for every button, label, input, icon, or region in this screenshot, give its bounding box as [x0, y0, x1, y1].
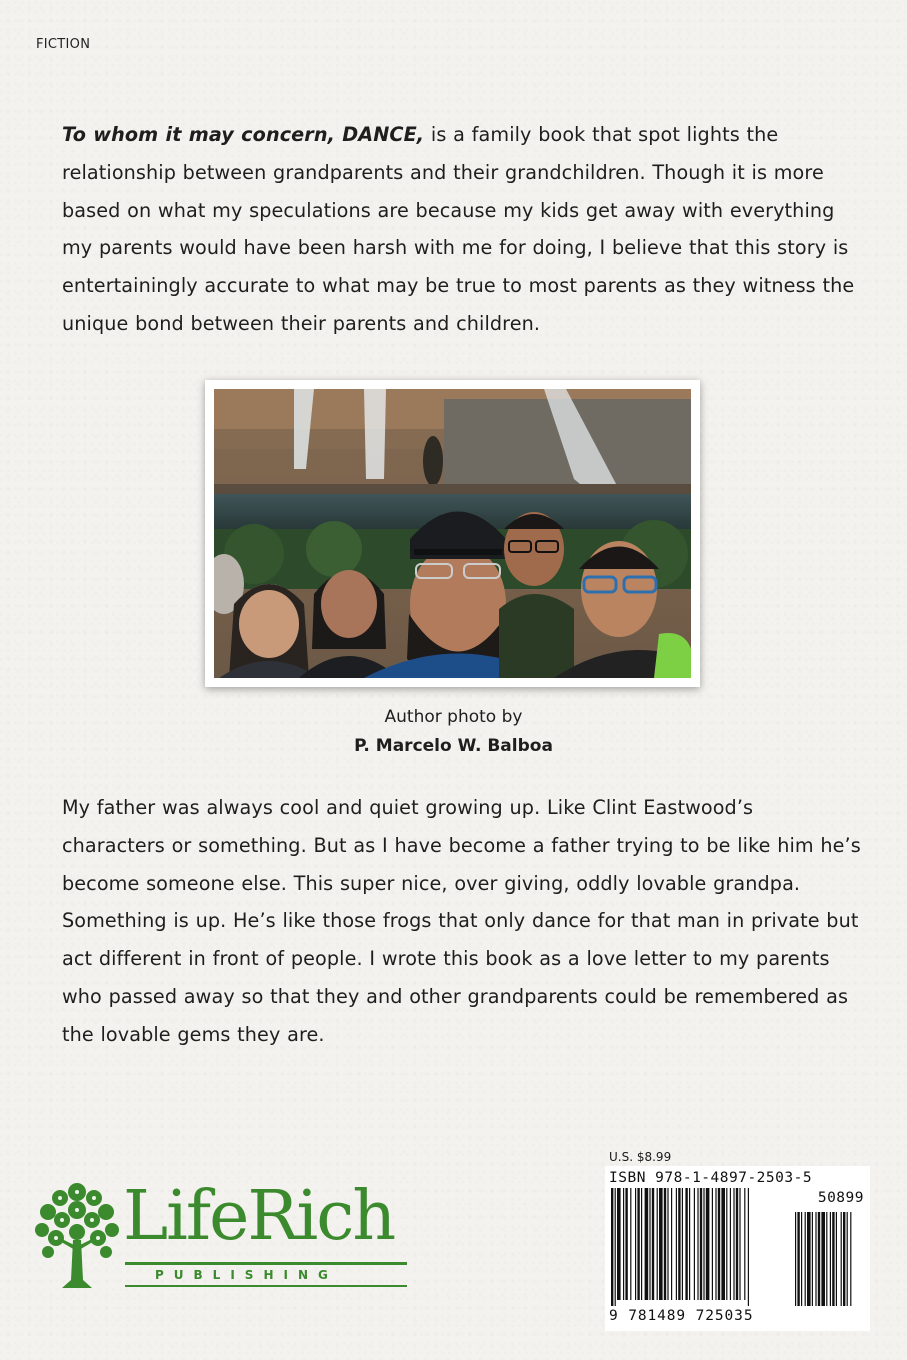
publisher-subtitle: PUBLISHING — [155, 1268, 338, 1282]
isbn-number: ISBN 978-1-4897-2503-5 — [609, 1170, 813, 1186]
author-photo-frame — [205, 380, 700, 687]
genre-label: FICTION — [36, 37, 91, 52]
ean-number: 9 781489 725035 — [609, 1308, 754, 1324]
photo-credit-label: Author photo by — [384, 707, 523, 727]
isbn-barcode-box — [605, 1166, 870, 1331]
tree-icon — [30, 1180, 125, 1292]
author-bio: My father was always cool and quiet growing up. Like Clint Eastwood’s characters or something. But as I have become a father trying to be like him he’s become someone else. This super nice, over giving, oddly lovable grandpa. Something is up. He’s like those frogs that only dance for that man in private but act different in front of people. I wrote this book as a love letter to my parents who passed away so that they and other grandparents could be remembered as the lovable gems they are. — [62, 796, 861, 1046]
price-addon-number: 50899 — [817, 1190, 864, 1206]
author-photo — [214, 389, 691, 678]
book-description-text: is a family book that spot lights the relationship between grandparents and their grandchildren. Though it is more based on what my speculations are because my kids get away with everything my parents would have been harsh with me for doing, I believe that this story is entertainingly accurate to what may be true to most parents as they witness the unique bond between their parents and children. — [62, 123, 855, 335]
book-title-lead: To whom it may concern, DANCE, — [62, 123, 425, 146]
photo-credit-name: P. Marcelo W. Balboa — [354, 736, 553, 756]
publisher-name: LifeRich — [123, 1177, 395, 1256]
price-label: U.S. $8.99 — [609, 1150, 672, 1164]
publisher-logo — [30, 1177, 420, 1295]
barcode-icon — [605, 1188, 870, 1306]
publisher-underline-bottom — [125, 1285, 407, 1287]
book-description — [62, 116, 862, 343]
publisher-underline — [125, 1262, 407, 1265]
